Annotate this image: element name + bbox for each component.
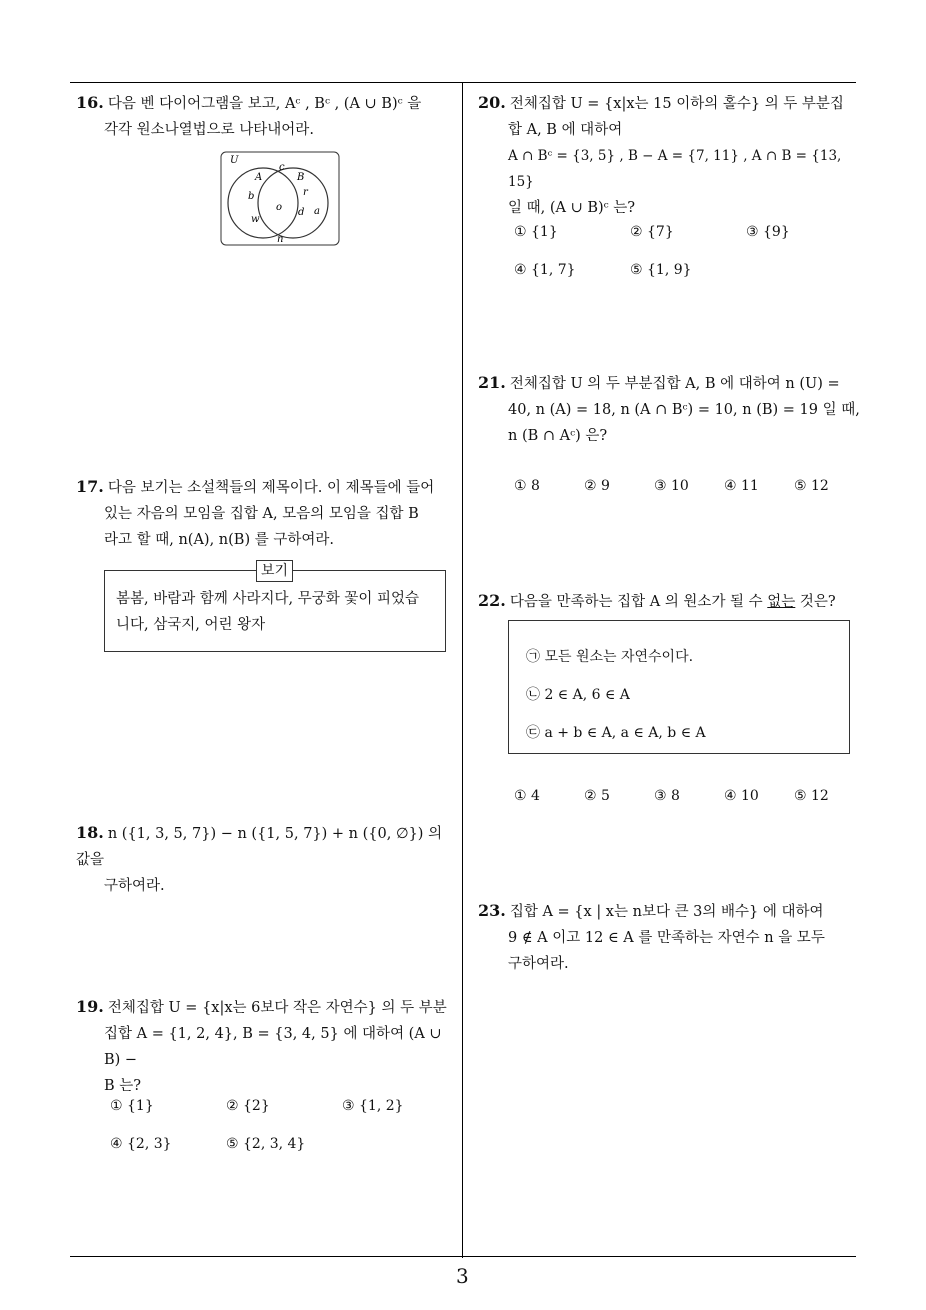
example-box-text: [116, 586, 441, 638]
question-text: 일 때, (A ∪ B)ᶜ 는?: [508, 200, 636, 216]
venn-element: d: [298, 207, 305, 218]
choice-3[interactable]: ③ 10: [654, 478, 689, 494]
venn-element: c: [279, 162, 285, 173]
question-22: [478, 588, 862, 615]
question-text: n (B ∩ Aᶜ) 은?: [508, 428, 608, 444]
top-rule: [70, 82, 856, 83]
question-text: 구하여라.: [104, 878, 165, 894]
choice-5[interactable]: ⑤ 12: [794, 788, 829, 804]
choice-3[interactable]: ③ {9}: [746, 224, 790, 240]
venn-element: o: [276, 202, 283, 213]
condition-1: ㉠ 모든 원소는 자연수이다.: [526, 649, 694, 665]
venn-element: n: [277, 234, 284, 245]
question-19: [76, 994, 458, 1099]
question-text-underlined: 없는: [767, 594, 796, 610]
question-text: 다음을 만족하는 집합 A 의 원소가 될 수: [509, 594, 768, 610]
choice-2[interactable]: ② {2}: [226, 1098, 270, 1114]
question-text: 합 A, B 에 대하여: [508, 122, 623, 138]
example-box-tag: 보기: [256, 560, 293, 582]
question-text: 집합 A = {x | x는 n보다 큰 3의 배수} 에 대하여: [509, 904, 824, 920]
question-text: 다음 벤 다이어그램을 보고, Aᶜ , Bᶜ , (A ∪ B)ᶜ 을: [107, 96, 422, 112]
choice-2[interactable]: ② 9: [584, 478, 610, 494]
question-text: 9 ∉ A 이고 12 ∈ A 를 만족하는 자연수 n 을 모두: [508, 930, 825, 946]
question-text: 라고 할 때, n(A), n(B) 를 구하여라.: [104, 532, 334, 548]
question-number: 23.: [478, 901, 506, 920]
choice-2[interactable]: ② {7}: [630, 224, 674, 240]
example-line: 니다, 삼국지, 어린 왕자: [116, 617, 266, 633]
page-number: 3: [456, 1264, 469, 1288]
choice-4[interactable]: ④ {1, 7}: [514, 262, 576, 278]
question-text: n ({1, 3, 5, 7}) − n ({1, 5, 7}) + n ({0, ∅}) 의 값을: [76, 826, 443, 868]
question-number: 20.: [478, 93, 506, 112]
venn-universe-label: U: [230, 155, 239, 166]
question-17: [76, 474, 458, 553]
choice-3[interactable]: ③ {1, 2}: [342, 1098, 404, 1114]
venn-element: b: [248, 191, 255, 202]
example-line: 봄봄, 바람과 함께 사라지다, 무궁화 꽃이 피었습: [116, 591, 420, 607]
condition-3: ㉢ a + b ∈ A, a ∈ A, b ∈ A: [526, 725, 706, 741]
venn-element: r: [303, 187, 308, 198]
question-text: B 는?: [104, 1078, 142, 1094]
question-text: 집합 A = {1, 2, 4}, B = {3, 4, 5} 에 대하여 (A ∪ B) −: [104, 1026, 442, 1068]
question-16: [76, 90, 458, 143]
venn-set-a-label: A: [255, 172, 263, 183]
question-text: A ∩ Bᶜ = {3, 5} , B − A = {7, 11} , A ∩ B = {13, 15}: [508, 148, 842, 190]
question-text: 있는 자음의 모임을 집합 A, 모음의 모임을 집합 B: [104, 506, 419, 522]
question-text: 전체집합 U = {x|x는 15 이하의 홀수} 의 두 부분집: [509, 96, 844, 112]
question-18: [76, 820, 458, 899]
choice-2[interactable]: ② 5: [584, 788, 610, 804]
choice-1[interactable]: ① {1}: [514, 224, 558, 240]
choice-4[interactable]: ④ {2, 3}: [110, 1136, 172, 1152]
venn-diagram: [218, 150, 342, 248]
question-number: 21.: [478, 373, 506, 392]
question-21: [478, 370, 862, 449]
column-divider: [462, 82, 463, 1258]
question-text: 구하여라.: [508, 956, 569, 972]
question-20: [478, 90, 862, 221]
question-text: 40, n (A) = 18, n (A ∩ Bᶜ) = 10, n (B) = 19 일 때,: [508, 402, 860, 418]
choice-4[interactable]: ④ 11: [724, 478, 759, 494]
venn-set-b-label: B: [297, 172, 305, 183]
question-text: 각각 원소나열법으로 나타내어라.: [104, 122, 314, 138]
question-text: 전체집합 U 의 두 부분집합 A, B 에 대하여 n (U) =: [509, 376, 840, 392]
question-number: 17.: [76, 477, 104, 496]
bottom-rule: [70, 1256, 856, 1257]
choice-5[interactable]: ⑤ {1, 9}: [630, 262, 692, 278]
choice-1[interactable]: ① 4: [514, 788, 540, 804]
choice-5[interactable]: ⑤ {2, 3, 4}: [226, 1136, 306, 1152]
question-number: 16.: [76, 93, 104, 112]
question-number: 18.: [76, 823, 104, 842]
question-text: 전체집합 U = {x|x는 6보다 작은 자연수} 의 두 부분: [107, 1000, 447, 1016]
question-number: 19.: [76, 997, 104, 1016]
condition-2: ㉡ 2 ∈ A, 6 ∈ A: [526, 687, 630, 703]
choice-5[interactable]: ⑤ 12: [794, 478, 829, 494]
choice-1[interactable]: ① 8: [514, 478, 540, 494]
question-23: [478, 898, 862, 977]
venn-element: a: [314, 206, 320, 217]
question-text: 다음 보기는 소설책들의 제목이다. 이 제목들에 들어: [107, 480, 435, 496]
choice-3[interactable]: ③ 8: [654, 788, 680, 804]
question-number: 22.: [478, 591, 506, 610]
venn-element: w: [251, 214, 260, 225]
question-text: 것은?: [795, 594, 836, 610]
choice-1[interactable]: ① {1}: [110, 1098, 154, 1114]
choice-4[interactable]: ④ 10: [724, 788, 759, 804]
